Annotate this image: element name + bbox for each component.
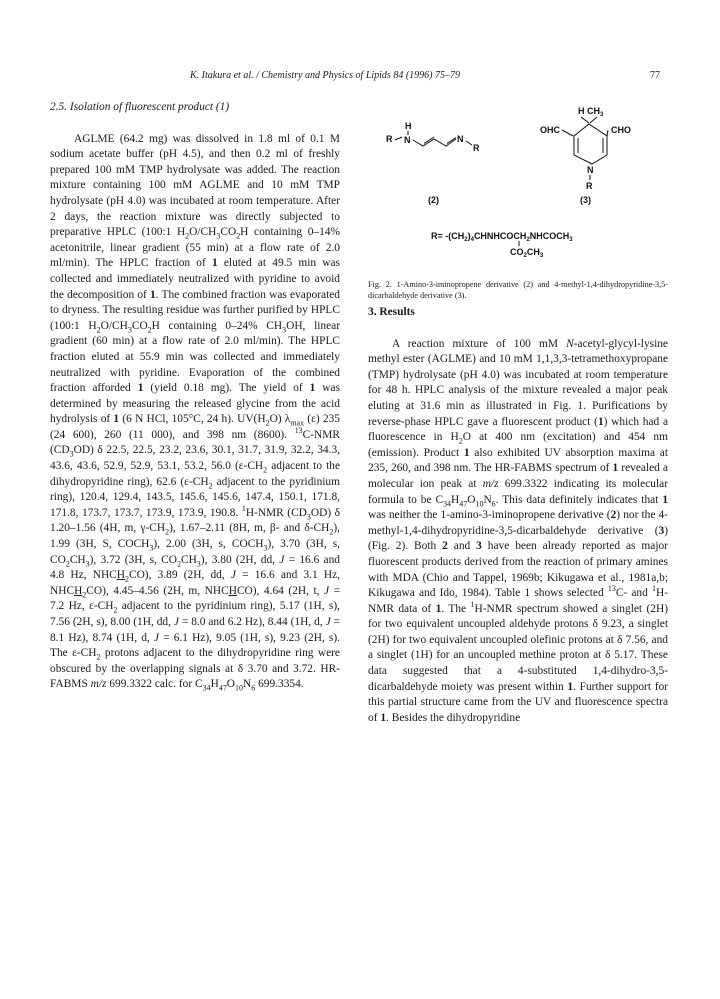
figure-2: [368, 100, 668, 270]
compound3-cho-label: CHO: [611, 125, 631, 135]
right-column: [368, 305, 668, 726]
compound2-number: (2): [428, 195, 439, 205]
section-title: 2.5. Isolation of fluorescent product (1): [50, 101, 230, 113]
figure-caption: Fig. 2. 1-Amino-3-iminopropene derivative (2) and 4-methyl-1,4-dihydropyridine-3,5-dicarbaldehyde derivative (3).: [368, 280, 668, 300]
running-header: [0, 70, 720, 86]
compound3-n-label: N: [587, 165, 594, 175]
compound3-number: (3): [580, 195, 591, 205]
compound3-h-ch3-label: H $CH_3$: [578, 106, 604, 118]
compound3-r-label: R: [586, 181, 593, 191]
compound2-r2-label: R: [473, 143, 480, 153]
compound2-n2-label: N: [457, 134, 464, 144]
left-column: [50, 100, 340, 693]
running-citation: K. Itakura et al. / Chemistry and Physics of Lipids 84 (1996) 75–79: [190, 70, 460, 81]
compound2-r1-label: R: [386, 134, 393, 144]
page-number: 77: [650, 70, 660, 81]
results-paragraph: A reaction mixture of 100 mM N-acetyl-glycyl-lysine methyl ester (AGLME) and 10 mM 1,1,3,3-tetramethoxypropane (TMP) hydrolysate (pH 4.0) was incubated at room temperature for 48 h. HPLC analysis of the mixture revealed a major peak eluting at 31.6 min as illustrated in Fig. 1. Purifications by reverse-phase HPLC gave a fluorescent product (1) which had a fluorescence in $H_2O$ at 400 nm (excitation) and 454 nm (emission). Product 1 also exhibited UV absorption maxima at 235, 260, and 398 nm. The HR-FABMS spectrum of 1 revealed a molecular ion peak at m/z 699.3322 indicating its molecular formula to be $C_{34}H_{47}O_{10}N_6$. This data definitely indicates that 1 was neither the 1-amino-3-iminopropene derivative (2) nor the 4-methyl-1,4-dihydropyridine-3,5-dicarbaldehyde derivative (3) (Fig. 2). Both 2 and 3 have been already reported as major fluorescent products derived from the reaction of primary amines with MDA (Chio and Tappel, 1969b; Kikugawa et al., 1981a,b; Kikugawa and Ido, 1984). Table 1 shows selected $^{13}$C- and $^1$H-NMR data of 1. The $^1$H-NMR spectrum showed a singlet (2H) for two equivalent uncoupled aldehyde protons δ 9.23, a singlet (2H) for two equivalent uncoupled olefinic protons at δ 7.56, and a singlet (1H) for an uncoupled methine proton at δ 5.17. These data suggested that a 4-substituted 1,4-dihydro-3,5-dicarbaldehyde moiety was present within 1. Further support for this partial structure came from the UV and fluorescence spectra of 1. Besides the dihydropyridine: [368, 337, 669, 724]
chemical-structures: [368, 100, 668, 270]
r-definition-ester: $CO_2CH_3$: [510, 247, 544, 259]
compound2-h-label: H: [405, 121, 412, 131]
r-definition: $R= -(CH_2)_4CHNHCOCH_2NHCOCH_3$: [431, 231, 573, 243]
results-heading: 3. Results: [368, 306, 415, 318]
methods-paragraph: AGLME (64.2 mg) was dissolved in 1.8 ml of 0.1 M sodium acetate buffer (pH 4.5), and then 0.2 ml of freshly prepared 100 mM TMP hydrolysate was added. The reaction mixture containing 100 mM AGLME and 10 mM TMP hydrolysate (pH 4.0) was incubated at room temperature. After 2 days, the reaction mixture was directly subjected to preparative HPLC (100:1 $H_2O/CH_3CO_2H$ containing 0–14% acetonitrile, linear gradient (55 min) at a flow rate of 2.0 ml/min). The HPLC fraction of 1 eluted at 49.5 min was collected and immediately neutralized with pyridine to avoid the decomposition of 1. The combined fraction was evaporated to dryness. The resulting residue was further purified by HPLC (100:1 $H_2O/CH_3CO_2H$ containing 0–24% $CH_3OH$, linear gradient (60 min) at a flow rate of 2.0 ml/min). The HPLC fraction eluted at 55.9 min was collected and immediately neutralized with pyridine. Evaporation of the combined fraction afforded 1 (yield 0.18 mg). The yield of 1 was determined by measuring the released glycine from the acid hydrolysis of 1 (6 N HCl, 105°C, 24 h). $UV(H_2O)$ $\lambda_{max}$ (ε) 235 (24 600), 260 (11 000), and 398 nm (8600). $^{13}$C-NMR $(CD_3OD)$ δ 22.5, 22.5, 23.2, 23.6, 30.1, 31.7, 31.9, 32.2, 34.3, 43.6, 43.6, 52.9, 52.9, 53.1, 53.2, 56.0 ($\varepsilon-CH_2$ adjacent to the dihydropyridine ring), 62.6 ($\varepsilon-CH_2$ adjacent to the pyridinium ring), 120.4, 129.4, 143.5, 145.6, 145.6, 147.4, 150.1, 171.8, 171.8, 173.7, 173.7, 173.9, 173.9, 190.8. $^1$H-NMR $(CD_3OD)$ δ 1.20–1.56 (4H, m, $\gamma-CH_2$), 1.67–2.11 (8H, m, β- and $\delta-CH_2$), 1.99 (3H, S, $COCH_3$), 2.00 (3H, s, $COCH_3$), 3.70 (3H, s, $CO_2CH_3$), 3.72 (3H, s, $CO_2CH_3$), 3.80 (2H, dd, J = 16.6 and 4.8 Hz, $NHCH_2CO$), 3.89 (2H, dd, J = 16.6 and 3.1 Hz, $NHCH_2CO$), 4.45–4.56 (2H, m, NHCHCO), 4.64 (2H, t, J = 7.2 Hz, $\varepsilon-CH_2$ adjacent to the pyridinium ring), 5.17 (1H, s), 7.56 (2H, s), 8.00 (1H, dd, J = 8.0 and 6.2 Hz), 8.44 (1H, d, J = 8.1 Hz), 8.74 (1H, d, J = 6.1 Hz), 9.05 (1H, s), 9.23 (2H, s). The $\varepsilon-CH_2$ protons adjacent to the dihydropyridine ring were obscured by the overlapping signals at δ 3.70 and 3.72. HR-FABMS m/z 699.3322 calc. for $C_{34}H_{47}O_{10}N_6$ 699.3354.: [50, 132, 341, 693]
compound3-ohc-label: OHC: [540, 125, 560, 135]
compound2-n1-label: N: [404, 135, 411, 145]
